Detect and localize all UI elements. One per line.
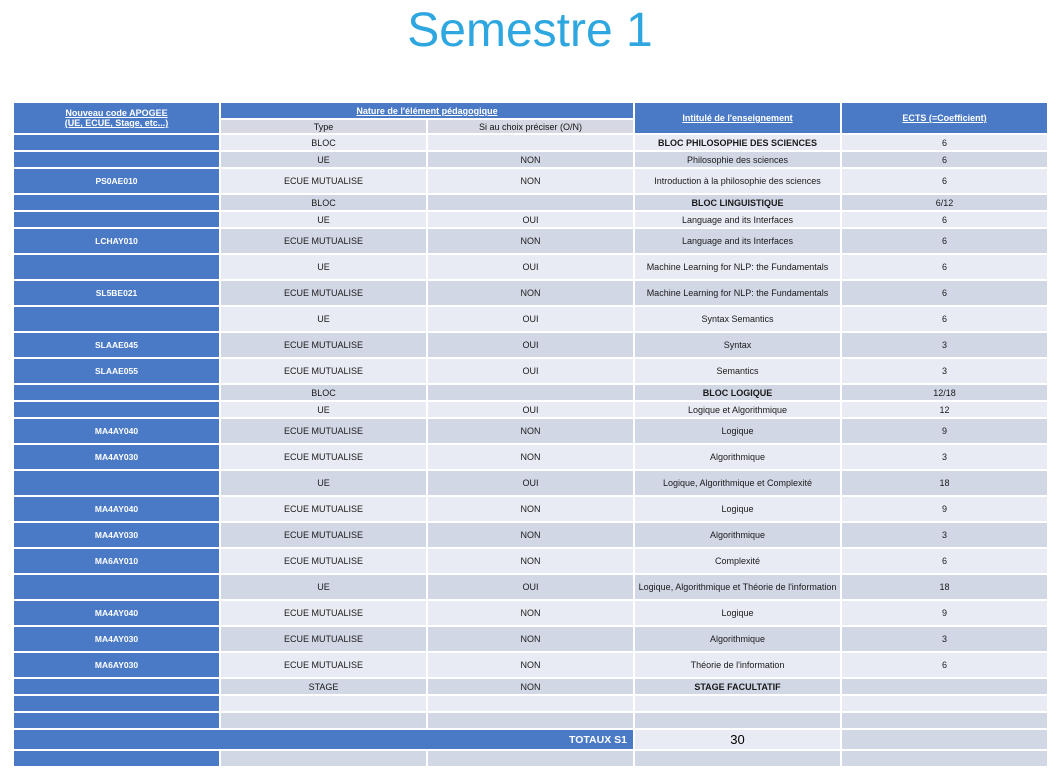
ects-cell: 18 bbox=[842, 575, 1047, 599]
table-row bbox=[14, 575, 1047, 599]
type-cell: ECUE MUTUALISE bbox=[221, 523, 426, 547]
ects-cell: 6 bbox=[842, 653, 1047, 677]
code-cell bbox=[14, 471, 219, 495]
code-cell: SLAAE045 bbox=[14, 333, 219, 357]
intitule-cell: STAGE FACULTATIF bbox=[635, 679, 840, 694]
type-cell: ECUE MUTUALISE bbox=[221, 601, 426, 625]
subheader-choix: Si au choix préciser (O/N) bbox=[428, 120, 633, 133]
choix-cell bbox=[428, 195, 633, 210]
choix-cell: NON bbox=[428, 679, 633, 694]
ects-cell: 3 bbox=[842, 359, 1047, 383]
choix-cell: OUI bbox=[428, 307, 633, 331]
code-cell: PS0AE010 bbox=[14, 169, 219, 193]
choix-cell: OUI bbox=[428, 575, 633, 599]
table-row bbox=[14, 359, 1047, 383]
type-cell bbox=[221, 713, 426, 728]
choix-cell: OUI bbox=[428, 333, 633, 357]
type-cell: ECUE MUTUALISE bbox=[221, 359, 426, 383]
intitule-cell: Introduction à la philosophie des sciences bbox=[635, 169, 840, 193]
ects-cell: 6 bbox=[842, 281, 1047, 305]
table-row bbox=[14, 169, 1047, 193]
header-code-line2: (UE, ECUE, Stage, etc...) bbox=[64, 118, 169, 128]
table-row bbox=[14, 333, 1047, 357]
ects-cell: 6 bbox=[842, 549, 1047, 573]
code-cell bbox=[14, 152, 219, 167]
choix-cell: NON bbox=[428, 419, 633, 443]
ects-cell: 6/12 bbox=[842, 195, 1047, 210]
intitule-cell: Logique bbox=[635, 419, 840, 443]
intitule-cell bbox=[635, 751, 840, 766]
table-row bbox=[14, 653, 1047, 677]
table-row bbox=[14, 281, 1047, 305]
code-cell bbox=[14, 255, 219, 279]
type-cell: ECUE MUTUALISE bbox=[221, 169, 426, 193]
table-row bbox=[14, 696, 1047, 711]
choix-cell: NON bbox=[428, 627, 633, 651]
code-cell bbox=[14, 307, 219, 331]
table-row bbox=[14, 549, 1047, 573]
ects-cell: 6 bbox=[842, 229, 1047, 253]
table-row bbox=[14, 713, 1047, 728]
intitule-cell: Syntax Semantics bbox=[635, 307, 840, 331]
header-code bbox=[14, 103, 219, 133]
type-cell: UE bbox=[221, 212, 426, 227]
intitule-cell: Philosophie des sciences bbox=[635, 152, 840, 167]
code-cell: SLAAE055 bbox=[14, 359, 219, 383]
choix-cell: OUI bbox=[428, 402, 633, 417]
type-cell bbox=[221, 696, 426, 711]
table-row bbox=[14, 419, 1047, 443]
ects-cell bbox=[842, 679, 1047, 694]
choix-cell: OUI bbox=[428, 255, 633, 279]
type-cell: UE bbox=[221, 255, 426, 279]
ects-cell bbox=[842, 713, 1047, 728]
intitule-cell: Complexité bbox=[635, 549, 840, 573]
choix-cell: NON bbox=[428, 281, 633, 305]
code-cell: MA4AY040 bbox=[14, 497, 219, 521]
table-row bbox=[14, 307, 1047, 331]
intitule-cell: Language and its Interfaces bbox=[635, 212, 840, 227]
choix-cell: NON bbox=[428, 445, 633, 469]
code-cell bbox=[14, 575, 219, 599]
code-cell bbox=[14, 696, 219, 711]
code-cell bbox=[14, 385, 219, 400]
ects-cell: 18 bbox=[842, 471, 1047, 495]
choix-cell: NON bbox=[428, 601, 633, 625]
header-code-line1: Nouveau code APOGEE bbox=[65, 108, 168, 118]
header-nature: Nature de l'élément pédagogique bbox=[221, 103, 633, 118]
type-cell: UE bbox=[221, 307, 426, 331]
type-cell: ECUE MUTUALISE bbox=[221, 653, 426, 677]
code-cell bbox=[14, 679, 219, 694]
ects-cell bbox=[842, 730, 1047, 749]
table-row bbox=[14, 751, 1047, 766]
intitule-cell bbox=[635, 713, 840, 728]
ects-cell: 9 bbox=[842, 419, 1047, 443]
choix-cell: OUI bbox=[428, 471, 633, 495]
choix-cell: OUI bbox=[428, 212, 633, 227]
ects-cell: 3 bbox=[842, 445, 1047, 469]
code-cell bbox=[14, 402, 219, 417]
ects-cell bbox=[842, 696, 1047, 711]
intitule-cell: Semantics bbox=[635, 359, 840, 383]
totals-row bbox=[14, 730, 1047, 749]
ects-cell: 3 bbox=[842, 333, 1047, 357]
choix-cell bbox=[428, 713, 633, 728]
ects-cell: 12 bbox=[842, 402, 1047, 417]
ects-cell: 6 bbox=[842, 212, 1047, 227]
intitule-cell: Syntax bbox=[635, 333, 840, 357]
ects-cell: 6 bbox=[842, 255, 1047, 279]
choix-cell: NON bbox=[428, 497, 633, 521]
code-cell: MA6AY010 bbox=[14, 549, 219, 573]
intitule-cell: Logique bbox=[635, 601, 840, 625]
table-row bbox=[14, 679, 1047, 694]
totals-label-cell: TOTAUX S1 bbox=[14, 730, 633, 749]
type-cell: STAGE bbox=[221, 679, 426, 694]
table-row bbox=[14, 445, 1047, 469]
code-cell: MA4AY040 bbox=[14, 419, 219, 443]
code-cell: MA4AY030 bbox=[14, 523, 219, 547]
code-cell bbox=[14, 195, 219, 210]
type-cell: UE bbox=[221, 152, 426, 167]
table-row bbox=[14, 255, 1047, 279]
intitule-cell: Algorithmique bbox=[635, 445, 840, 469]
semester-table bbox=[12, 101, 1049, 768]
intitule-cell: Machine Learning for NLP: the Fundamentals bbox=[635, 255, 840, 279]
code-cell bbox=[14, 135, 219, 150]
page-title: Semestre 1 bbox=[407, 4, 653, 57]
code-cell bbox=[14, 713, 219, 728]
ects-cell: 3 bbox=[842, 627, 1047, 651]
table-row bbox=[14, 195, 1047, 210]
type-cell: UE bbox=[221, 402, 426, 417]
intitule-cell: Logique et Algorithmique bbox=[635, 402, 840, 417]
code-cell: MA4AY030 bbox=[14, 445, 219, 469]
table-row bbox=[14, 471, 1047, 495]
semester-table-container bbox=[12, 101, 1049, 768]
type-cell bbox=[221, 751, 426, 766]
type-cell: ECUE MUTUALISE bbox=[221, 419, 426, 443]
table-row bbox=[14, 497, 1047, 521]
table-row bbox=[14, 601, 1047, 625]
intitule-cell: Théorie de l'information bbox=[635, 653, 840, 677]
intitule-cell: Logique bbox=[635, 497, 840, 521]
table-row bbox=[14, 212, 1047, 227]
choix-cell bbox=[428, 696, 633, 711]
choix-cell: NON bbox=[428, 152, 633, 167]
type-cell: BLOC bbox=[221, 385, 426, 400]
type-cell: ECUE MUTUALISE bbox=[221, 549, 426, 573]
intitule-cell: BLOC LOGIQUE bbox=[635, 385, 840, 400]
intitule-cell: BLOC LINGUISTIQUE bbox=[635, 195, 840, 210]
choix-cell: NON bbox=[428, 523, 633, 547]
type-cell: ECUE MUTUALISE bbox=[221, 497, 426, 521]
ects-cell: 6 bbox=[842, 135, 1047, 150]
type-cell: UE bbox=[221, 471, 426, 495]
type-cell: ECUE MUTUALISE bbox=[221, 281, 426, 305]
choix-cell: NON bbox=[428, 653, 633, 677]
code-cell: LCHAY010 bbox=[14, 229, 219, 253]
choix-cell: NON bbox=[428, 169, 633, 193]
ects-cell: 6 bbox=[842, 169, 1047, 193]
header-intitule: Intitulé de l'enseignement bbox=[635, 103, 840, 133]
type-cell: ECUE MUTUALISE bbox=[221, 333, 426, 357]
code-cell bbox=[14, 212, 219, 227]
type-cell: UE bbox=[221, 575, 426, 599]
header-ects: ECTS (=Coefficient) bbox=[842, 103, 1047, 133]
ects-cell: 6 bbox=[842, 307, 1047, 331]
type-cell: BLOC bbox=[221, 195, 426, 210]
table-row bbox=[14, 402, 1047, 417]
code-cell: MA4AY030 bbox=[14, 627, 219, 651]
intitule-cell: Algorithmique bbox=[635, 627, 840, 651]
ects-cell: 9 bbox=[842, 497, 1047, 521]
type-cell: ECUE MUTUALISE bbox=[221, 229, 426, 253]
table-row bbox=[14, 385, 1047, 400]
intitule-cell: BLOC PHILOSOPHIE DES SCIENCES bbox=[635, 135, 840, 150]
type-cell: ECUE MUTUALISE bbox=[221, 445, 426, 469]
choix-cell bbox=[428, 751, 633, 766]
choix-cell bbox=[428, 135, 633, 150]
table-row bbox=[14, 523, 1047, 547]
total-ects-cell: 30 bbox=[635, 730, 840, 749]
choix-cell: OUI bbox=[428, 359, 633, 383]
table-body bbox=[14, 135, 1047, 766]
code-cell: MA6AY030 bbox=[14, 653, 219, 677]
table-row bbox=[14, 135, 1047, 150]
type-cell: BLOC bbox=[221, 135, 426, 150]
intitule-cell: Algorithmique bbox=[635, 523, 840, 547]
ects-cell: 6 bbox=[842, 152, 1047, 167]
intitule-cell bbox=[635, 696, 840, 711]
code-cell: MA4AY040 bbox=[14, 601, 219, 625]
intitule-cell: Machine Learning for NLP: the Fundamentals bbox=[635, 281, 840, 305]
code-cell bbox=[14, 751, 219, 766]
intitule-cell: Logique, Algorithmique et Théorie de l'information bbox=[635, 575, 840, 599]
intitule-cell: Language and its Interfaces bbox=[635, 229, 840, 253]
choix-cell bbox=[428, 385, 633, 400]
intitule-cell: Logique, Algorithmique et Complexité bbox=[635, 471, 840, 495]
type-cell: ECUE MUTUALISE bbox=[221, 627, 426, 651]
table-row bbox=[14, 627, 1047, 651]
ects-cell: 3 bbox=[842, 523, 1047, 547]
ects-cell bbox=[842, 751, 1047, 766]
ects-cell: 9 bbox=[842, 601, 1047, 625]
choix-cell: NON bbox=[428, 549, 633, 573]
subheader-type: Type bbox=[221, 120, 426, 133]
choix-cell: NON bbox=[428, 229, 633, 253]
table-row bbox=[14, 152, 1047, 167]
code-cell: SL5BE021 bbox=[14, 281, 219, 305]
table-row bbox=[14, 229, 1047, 253]
ects-cell: 12/18 bbox=[842, 385, 1047, 400]
